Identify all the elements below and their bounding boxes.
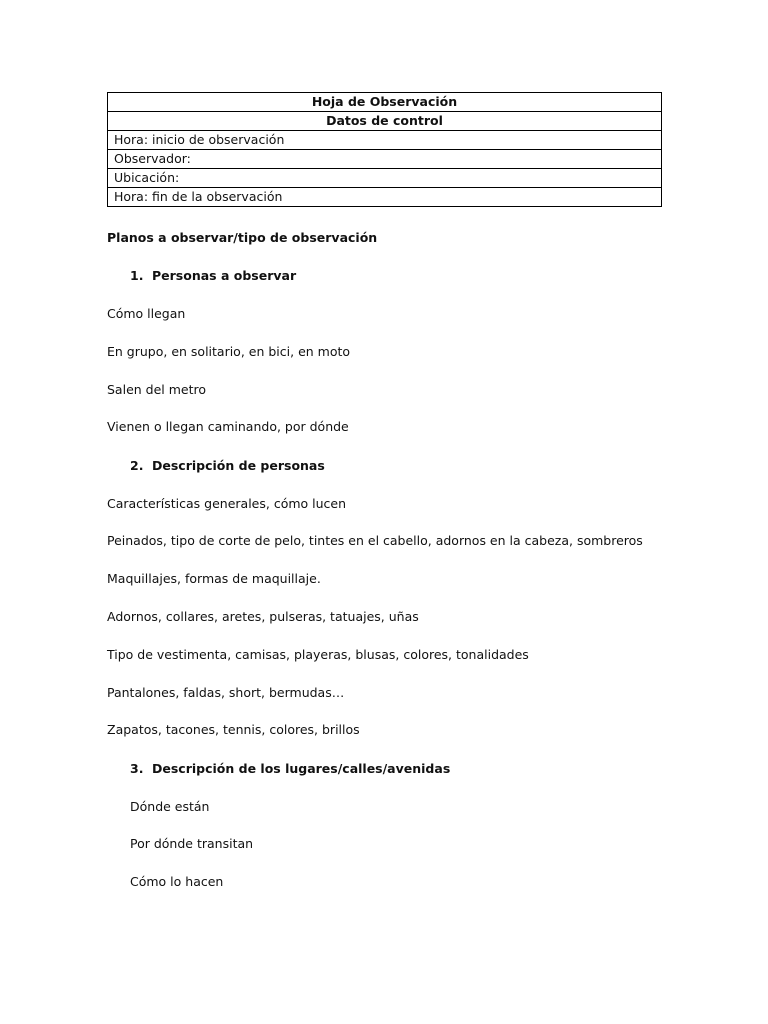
list-item: Características generales, cómo lucen — [107, 496, 347, 511]
list-item: Salen del metro — [107, 382, 207, 397]
list-item: Adornos, collares, aretes, pulseras, tatuajes, uñas — [107, 609, 419, 624]
table-row — [108, 131, 662, 150]
list-item: Vienen o llegan caminando, por dónde — [107, 419, 349, 434]
table-cell-observer: Observador: — [108, 150, 662, 169]
table-row — [108, 112, 662, 131]
list-item: Peinados, tipo de corte de pelo, tintes en el cabello, adornos en la cabeza, sombreros — [107, 533, 643, 548]
list-item: Zapatos, tacones, tennis, colores, brillos — [107, 722, 360, 737]
table-subtitle: Datos de control — [108, 112, 662, 131]
section-title-descripcion-de-personas: Descripción de personas — [152, 458, 325, 473]
section-title-descripcion-de-lugares: Descripción de los lugares/calles/avenidas — [152, 761, 451, 776]
list-item: Cómo lo hacen — [130, 874, 224, 889]
list-item: Dónde están — [130, 799, 210, 814]
table-cell-location: Ubicación: — [108, 169, 662, 188]
table-cell-end-time: Hora: fin de la observación — [108, 188, 662, 207]
list-item: Pantalones, faldas, short, bermudas… — [107, 685, 345, 700]
section-title-personas-a-observar: Personas a observar — [152, 268, 297, 283]
section-number: 3. — [130, 761, 144, 776]
list-item: Tipo de vestimenta, camisas, playeras, blusas, colores, tonalidades — [107, 647, 529, 662]
document-heading: Planos a observar/tipo de observación — [107, 230, 378, 245]
section-number: 2. — [130, 458, 144, 473]
section-number: 1. — [130, 268, 144, 283]
list-item: Cómo llegan — [107, 306, 186, 321]
table-row — [108, 188, 662, 207]
list-item: En grupo, en solitario, en bici, en moto — [107, 344, 351, 359]
list-item: Maquillajes, formas de maquillaje. — [107, 571, 321, 586]
list-item: Por dónde transitan — [130, 836, 254, 851]
table-row — [108, 169, 662, 188]
control-data-table — [107, 92, 662, 207]
table-cell-start-time: Hora: inicio de observación — [108, 131, 662, 150]
table-row — [108, 150, 662, 169]
table-row — [108, 93, 662, 112]
table-title: Hoja de Observación — [108, 93, 662, 112]
